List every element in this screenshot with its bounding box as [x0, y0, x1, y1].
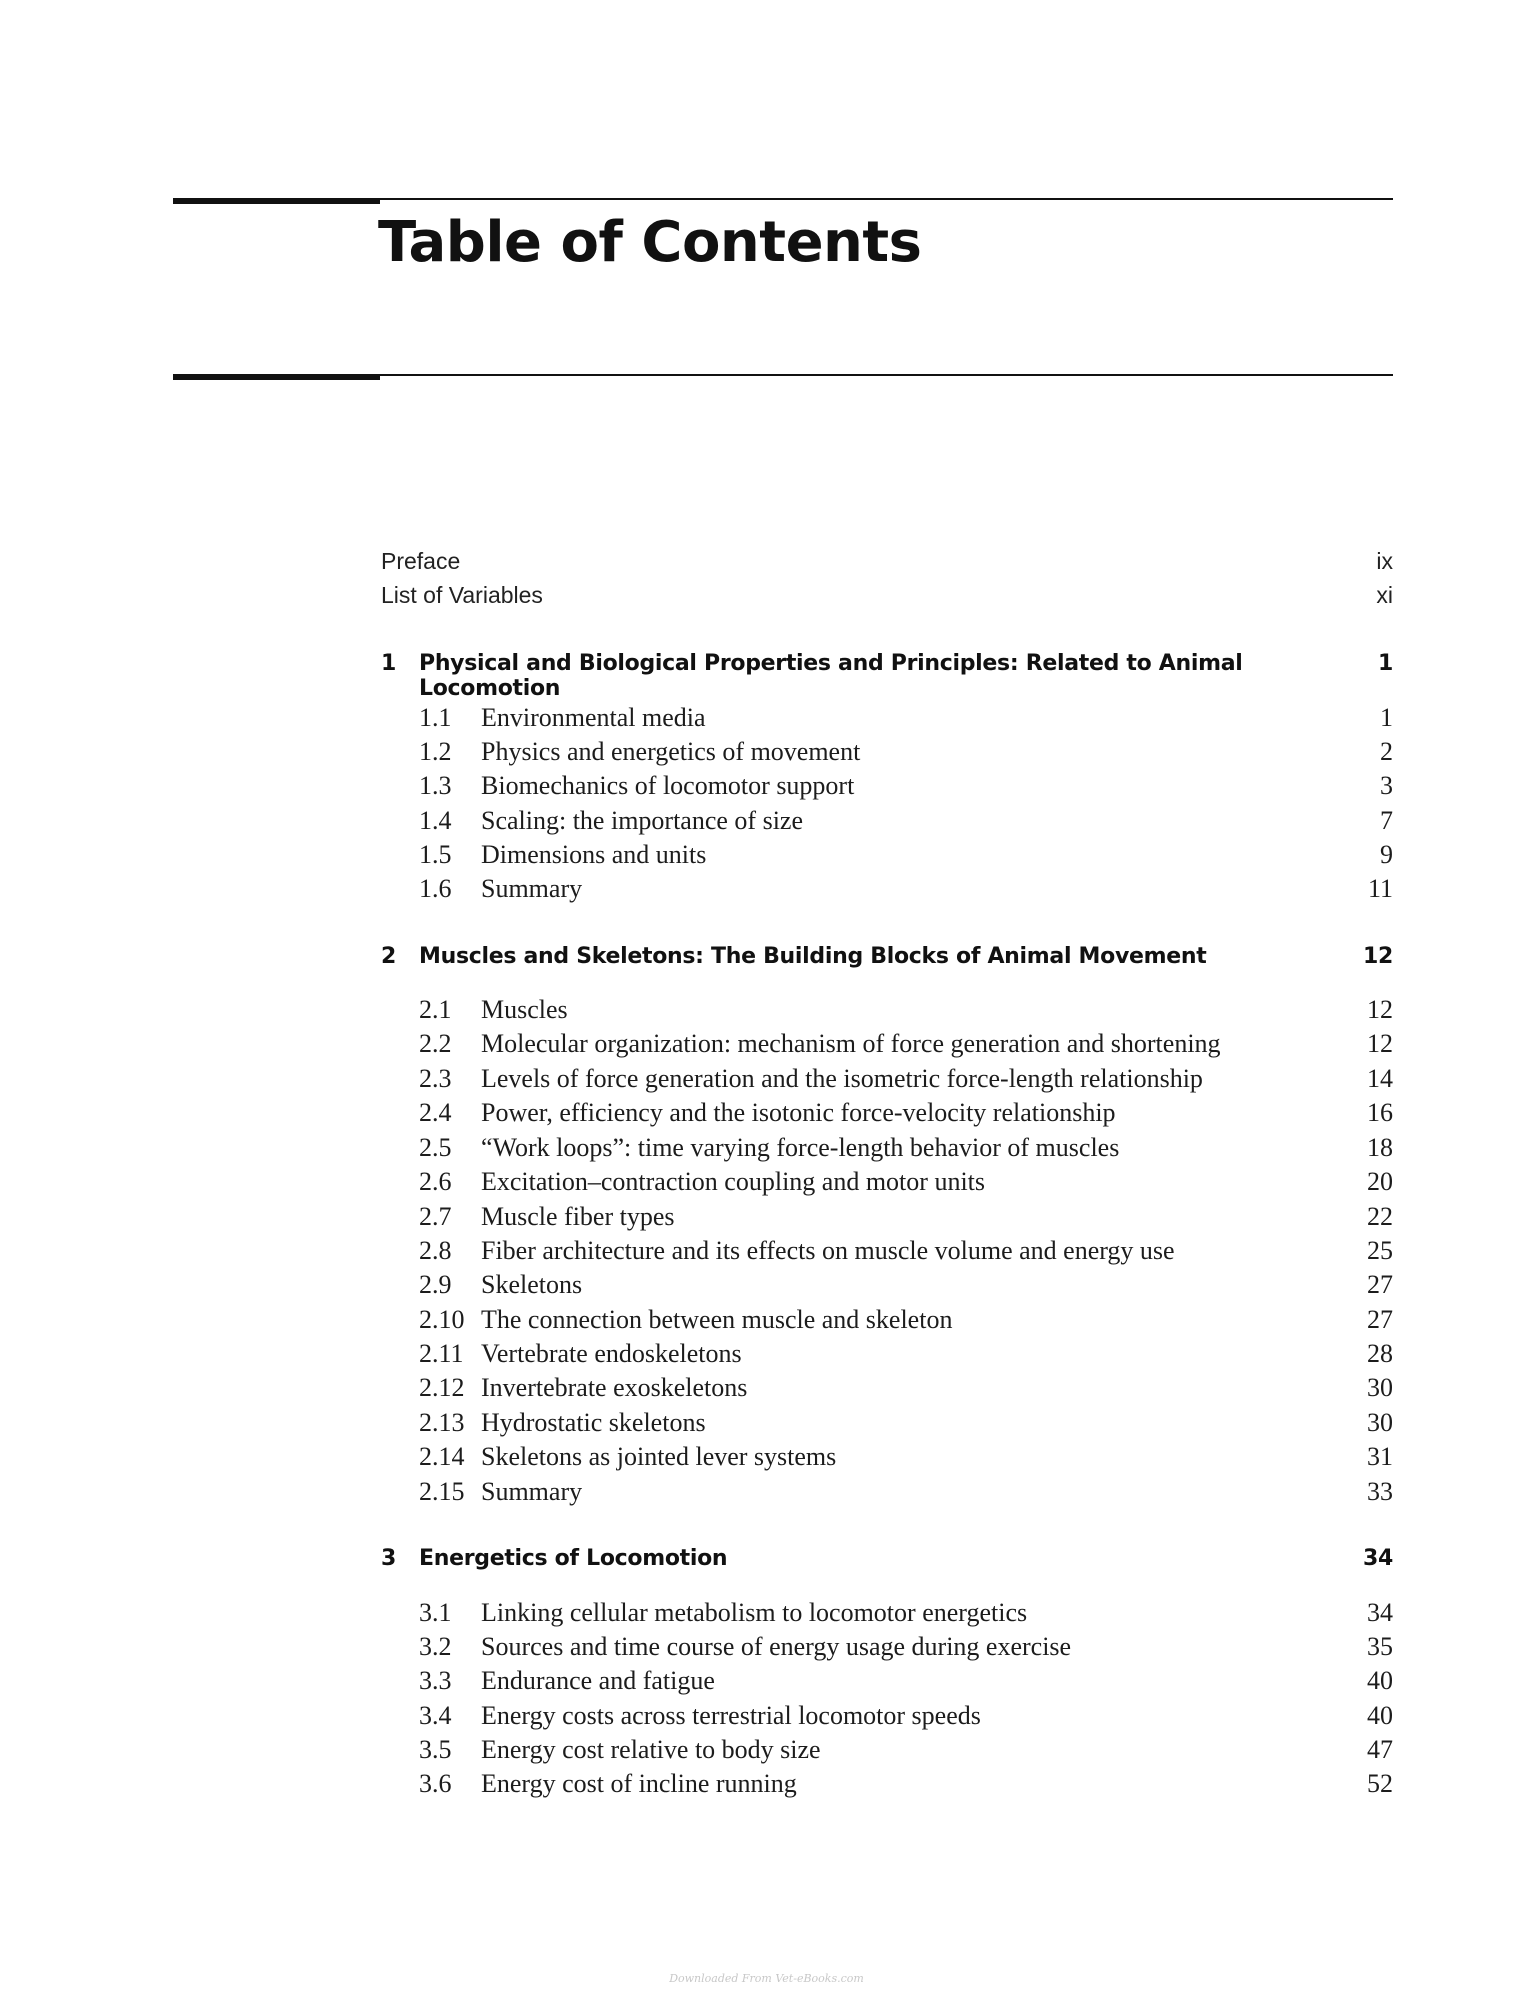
section-title: Summary — [481, 874, 583, 903]
section-page: 28 — [1367, 1339, 1393, 1368]
toc-section[interactable] — [381, 1477, 1393, 1507]
section-number: 2.11 — [419, 1339, 464, 1368]
section-title: “Work loops”: time varying force-length behavior of muscles — [481, 1133, 1120, 1162]
entry-title: List of Variables — [381, 582, 543, 608]
section-number: 3.2 — [419, 1632, 452, 1661]
section-page: 30 — [1367, 1373, 1393, 1402]
section-number: 2.4 — [419, 1098, 452, 1127]
section-number: 2.9 — [419, 1270, 452, 1299]
section-page: 11 — [1367, 874, 1393, 903]
section-title: Energy cost of incline running — [481, 1769, 797, 1798]
section-page: 33 — [1367, 1477, 1393, 1506]
section-number: 3.4 — [419, 1701, 452, 1730]
entry-page: ix — [1376, 548, 1393, 574]
chapter-number: 3 — [381, 1546, 397, 1571]
section-page: 27 — [1367, 1305, 1393, 1334]
section-page: 22 — [1367, 1202, 1393, 1231]
toc-section[interactable] — [381, 737, 1393, 767]
section-page: 16 — [1367, 1098, 1393, 1127]
section-number: 1.3 — [419, 771, 452, 800]
section-title: Sources and time course of energy usage during exercise — [481, 1632, 1072, 1661]
chapter-title: Physical and Biological Properties and Principles: Related to Animal Locomotion — [419, 651, 1243, 701]
toc-section[interactable] — [381, 1167, 1393, 1197]
toc-section[interactable] — [381, 1029, 1393, 1059]
section-title: Vertebrate endoskeletons — [481, 1339, 742, 1368]
toc-section[interactable] — [381, 1098, 1393, 1128]
section-number: 3.5 — [419, 1735, 452, 1764]
section-number: 3.6 — [419, 1769, 452, 1798]
top-rule-thick — [173, 198, 380, 204]
section-number: 1.5 — [419, 840, 452, 869]
section-title: Biomechanics of locomotor support — [481, 771, 855, 800]
chapter-number: 2 — [381, 944, 397, 969]
bottom-rule-thick — [173, 374, 380, 380]
section-page: 34 — [1367, 1598, 1393, 1627]
section-title: Summary — [481, 1477, 583, 1506]
section-title: Muscle fiber types — [481, 1202, 675, 1231]
section-number: 2.14 — [419, 1442, 465, 1471]
toc-section[interactable] — [381, 806, 1393, 836]
section-title: Dimensions and units — [481, 840, 707, 869]
toc-section[interactable] — [381, 1270, 1393, 1300]
toc-section[interactable] — [381, 840, 1393, 870]
toc-section[interactable] — [381, 1373, 1393, 1403]
section-title: Environmental media — [481, 703, 706, 732]
section-number: 1.4 — [419, 806, 452, 835]
section-title: Levels of force generation and the isometric force-length relationship — [481, 1064, 1203, 1093]
section-number: 2.6 — [419, 1167, 452, 1196]
section-number: 2.15 — [419, 1477, 465, 1506]
section-number: 2.5 — [419, 1133, 452, 1162]
entry-page: xi — [1376, 582, 1393, 608]
toc-entry-preface[interactable] — [381, 548, 1393, 575]
toc-section[interactable] — [381, 1442, 1393, 1472]
section-number: 2.3 — [419, 1064, 452, 1093]
section-title: Power, efficiency and the isotonic force-velocity relationship — [481, 1098, 1116, 1127]
toc-section[interactable] — [381, 1598, 1393, 1628]
chapter-title: Energetics of Locomotion — [419, 1546, 728, 1571]
section-page: 27 — [1367, 1270, 1393, 1299]
section-title: Physics and energetics of movement — [481, 737, 861, 766]
bottom-rule-thin — [380, 374, 1393, 376]
section-title: Hydrostatic skeletons — [481, 1408, 706, 1437]
section-title: Energy cost relative to body size — [481, 1735, 821, 1764]
section-number: 2.10 — [419, 1305, 465, 1334]
section-number: 1.6 — [419, 874, 452, 903]
toc-section[interactable] — [381, 1305, 1393, 1335]
section-number: 3.1 — [419, 1598, 452, 1627]
section-number: 1.1 — [419, 703, 452, 732]
toc-section[interactable] — [381, 1064, 1393, 1094]
section-page: 1 — [1380, 703, 1393, 732]
section-title: Endurance and fatigue — [481, 1666, 715, 1695]
section-number: 3.3 — [419, 1666, 452, 1695]
section-page: 7 — [1380, 806, 1393, 835]
section-page: 25 — [1367, 1236, 1393, 1265]
section-number: 2.2 — [419, 1029, 452, 1058]
toc-section[interactable] — [381, 703, 1393, 733]
section-title: Invertebrate exoskeletons — [481, 1373, 748, 1402]
section-page: 47 — [1367, 1735, 1393, 1764]
section-number: 2.7 — [419, 1202, 452, 1231]
section-number: 1.2 — [419, 737, 452, 766]
section-page: 18 — [1367, 1133, 1393, 1162]
section-page: 40 — [1367, 1666, 1393, 1695]
section-page: 40 — [1367, 1701, 1393, 1730]
toc-entry-list-of-variables[interactable] — [381, 582, 1393, 609]
section-title: Muscles — [481, 995, 568, 1024]
section-title: Linking cellular metabolism to locomotor energetics — [481, 1598, 1028, 1627]
toc-section[interactable] — [381, 1408, 1393, 1438]
section-title: The connection between muscle and skeleton — [481, 1305, 953, 1334]
section-title: Molecular organization: mechanism of force generation and shortening — [481, 1029, 1221, 1058]
section-page: 12 — [1367, 995, 1393, 1024]
toc-chapter-1[interactable] — [381, 651, 1393, 701]
section-title: Fiber architecture and its effects on muscle volume and energy use — [481, 1236, 1175, 1265]
page-title: Table of Contents — [378, 210, 922, 275]
toc-section[interactable] — [381, 1769, 1393, 1799]
toc-section[interactable] — [381, 771, 1393, 801]
toc-section[interactable] — [381, 1202, 1393, 1232]
section-page: 30 — [1367, 1408, 1393, 1437]
chapter-page: 1 — [1377, 651, 1393, 676]
watermark-footer: Downloaded From Vet-eBooks.com — [669, 1972, 864, 1985]
toc-section[interactable] — [381, 1133, 1393, 1163]
toc-section[interactable] — [381, 1339, 1393, 1369]
section-page: 12 — [1367, 1029, 1393, 1058]
chapter-title: Muscles and Skeletons: The Building Blocks of Animal Movement — [419, 944, 1207, 969]
section-number: 2.8 — [419, 1236, 452, 1265]
section-title: Scaling: the importance of size — [481, 806, 804, 835]
section-page: 14 — [1367, 1064, 1393, 1093]
section-title: Excitation–contraction coupling and motor units — [481, 1167, 986, 1196]
section-page: 31 — [1367, 1442, 1393, 1471]
chapter-page: 34 — [1362, 1546, 1393, 1571]
section-title: Energy costs across terrestrial locomotor speeds — [481, 1701, 981, 1730]
section-page: 2 — [1380, 737, 1393, 766]
toc-chapter-3[interactable] — [381, 1546, 1393, 1571]
toc-section[interactable] — [381, 995, 1393, 1025]
toc-section[interactable] — [381, 874, 1393, 904]
section-page: 9 — [1380, 840, 1393, 869]
top-rule-thin — [380, 198, 1393, 200]
chapter-number: 1 — [381, 651, 397, 676]
chapter-page: 12 — [1362, 944, 1393, 969]
section-number: 2.1 — [419, 995, 452, 1024]
section-page: 52 — [1367, 1769, 1393, 1798]
section-page: 20 — [1367, 1167, 1393, 1196]
section-number: 2.12 — [419, 1373, 465, 1402]
section-title: Skeletons — [481, 1270, 583, 1299]
section-number: 2.13 — [419, 1408, 465, 1437]
toc-section[interactable] — [381, 1735, 1393, 1765]
toc-section[interactable] — [381, 1632, 1393, 1662]
section-page: 35 — [1367, 1632, 1393, 1661]
toc-chapter-2[interactable] — [381, 944, 1393, 969]
entry-title: Preface — [381, 548, 461, 574]
toc-section[interactable] — [381, 1701, 1393, 1731]
section-title: Skeletons as jointed lever systems — [481, 1442, 837, 1471]
toc-section[interactable] — [381, 1236, 1393, 1266]
section-page: 3 — [1380, 771, 1393, 800]
toc-section[interactable] — [381, 1666, 1393, 1696]
